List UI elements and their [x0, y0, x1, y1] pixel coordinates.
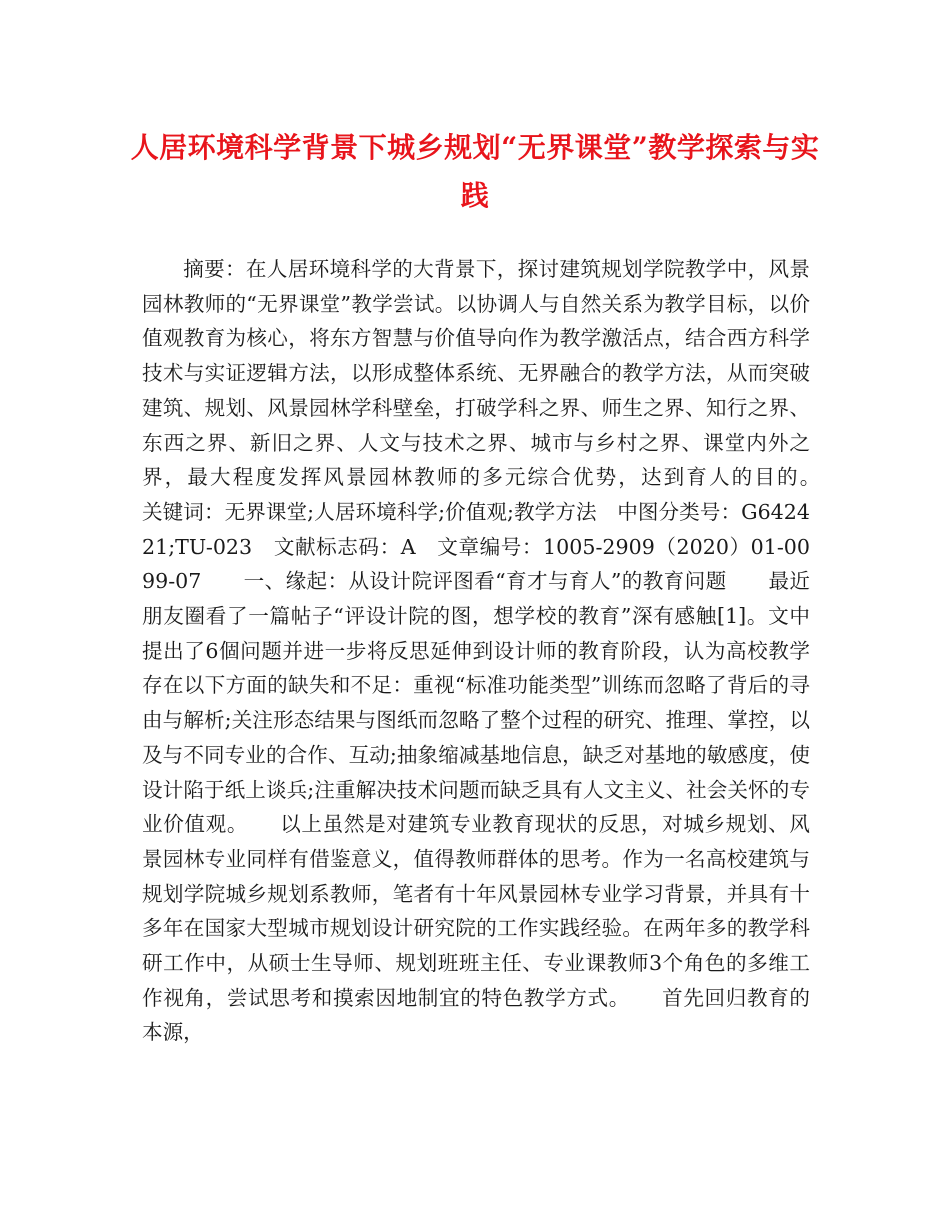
document-title: 人居环境科学背景下城乡规划“无界课堂”教学探索与实践	[130, 131, 820, 212]
document-body-text: 摘要：在人居环境科学的大背景下，探讨建筑规划学院教学中，风景园林教师的“无界课堂”教学尝试。以协调人与自然关系为教学目标，以价值观教育为核心，将东方智慧与价值导向作为教学激活点，结合西方科学技术与实证逻辑方法，以形成整体系统、无界融合的教学方法，从而突破建筑、规划、风景园林学科壁垒，打破学科之界、师生之界、知行之界、东西之界、新旧之界、人文与技术之界、城市与乡村之界、课堂内外之界，最大程度发挥风景园林教师的多元综合优势，达到育人的目的。 关键词：无界课堂;人居环境科学;价值观;教学方法 中图分类号：G642421;TU-023 文献标志码：A 文章编号：1005-2909（2020）01-0099-07 一、缘起：从设计院评图看“育才与育人”的教育问题 最近朋友圈看了一篇帖子“评设计院的图，想学校的教育”深有感触[1]。文中提出了6個问题并进一步将反思延伸到设计师的教育阶段，认为高校教学存在以下方面的缺失和不足：重视“标准功能类型”训练而忽略了背后的寻由与解析;关注形态结果与图纸而忽略了整个过程的研究、推理、掌控，以及与不同专业的合作、互动;抽象缩减基地信息，缺乏对基地的敏感度，使设计陷于纸上谈兵;注重解决技术问题而缺乏具有人文主义、社会关怀的专业价值观。 以上虽然是对建筑专业教育现状的反思，对城乡规划、风景园林专业同样有借鉴意义，值得教师群体的思考。作为一名高校建筑与规划学院城乡规划系教师，笔者有十年风景园林专业学习背景，并具有十多年在国家大型城市规划设计研究院的工作实践经验。在两年多的教学科研工作中，从硕士生导师、规划班班主任、专业课教师3个角色的多维工作视角，尝试思考和摸索因地制宜的特色教学方式。 首先回归教育的本源，	[142, 257, 852, 1045]
